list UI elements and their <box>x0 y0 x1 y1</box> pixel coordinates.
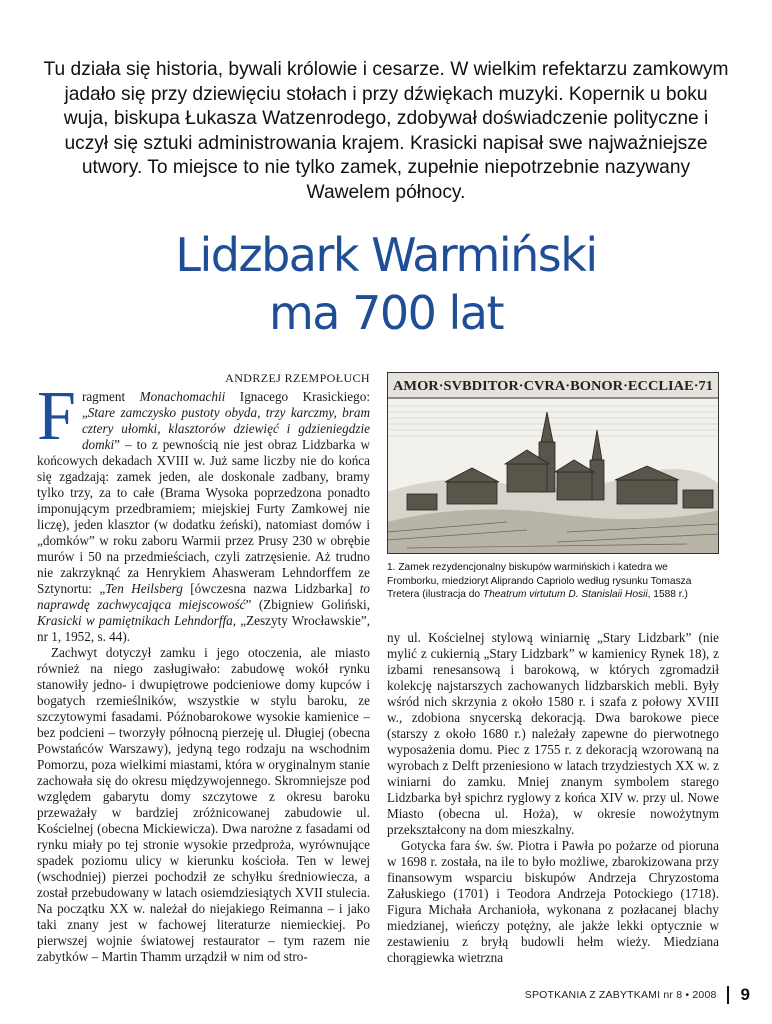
article-title <box>40 226 732 342</box>
lead-paragraph: Tu działa się historia, bywali królowie i cesarze. W wielkim refektarzu zamkowym jadało się przy dziewięciu stołach i przy dźwiękach muzyki. Kopernik u boku wuja, biskupa Łukasza Watzenrodego, zdobywał doświadczenie polityczne i uczył się sztuki administrowania krajem. Krasicki napisał swe najważniejsze utwory. To miejsce to nie tylko zamek, zupełnie niepotrzebnie nazywany Wawelem północy. <box>43 59 729 203</box>
column-right <box>387 630 719 966</box>
page-footer <box>525 983 750 1007</box>
page-number: 9 <box>740 985 750 1004</box>
text-run: ” (Zbigniew Goliński, <box>245 597 370 612</box>
paragraph-2: Zachwyt dotyczył zamku i jego otoczenia, ale miasto również na niego zasługiwało: zabudowę wokół rynku stanowiły jedno- i dwupiętrowe podcieniowe domy kupców i bogatych rzemieślników, wszystkie w stylu baroku, ze szczytowymi fasadami. Późnobarokowe wysokie kamienice – bez podcieni – tworzyły północną pierzeję ul. Długiej (obecna Powstańców Warszawy), jedyną tego rodzaju na wschodnim Pomorzu, poza wielkimi miastami, która w oryginalnym stanie zachowała się do okresu międzywojennego. Skromniejsze pod względem gabarytu domy szczytowe z okresu baroku przeważały w bardziej zróżnicowanej zabudowie ul. Kościelnej (obecna Mickiewicza). Dwa narożne z fasadami od rynku miały po tej stronie wysokie przedproża, wyrównujące spadek poziomu ulicy w kierunku kościoła. Ten w lewej (wschodniej) pierzei pochodził ze schyłku średniowiecza, a został przebudowany w latach osiemdziesiątych XVII stulecia. Na początku XX w. należał do niejakiego Reimanna – i jako taki znany jest w fachowej literaturze niemieckiej. Po pierwszej wojnie światowej restaurator – tym razem nie zabytków – Martin Thamm urządził w nim od stro- <box>37 645 370 964</box>
caption-work-title: Theatrum virtutum D. Stanislaii Hosii <box>482 589 648 600</box>
engraving-image <box>387 372 719 554</box>
text-run: ragment <box>81 389 140 404</box>
figure-caption <box>387 561 719 602</box>
text-run: , „Zeszyty Wrocławskie”, nr 1, 1952, s. 44). <box>37 613 370 644</box>
paragraph-4: Gotycka fara św. św. Piotra i Pawła po pożarze od pioruna w 1698 r. została, na ile to było możliwe, zbarokizowana przy finansowym wsparciu biskupów Andrzeja Chryzostoma Załuskiego (1701) i Teodora Andrzeja Potockiego (1718). Figura Michała Archanioła, wykonana z pozłacanej blachy miedzianej, wieńczy potężny, ale jakże lekki optycznie w zestawieniu z bryłą budowli hełm wieży. Miedziana chorągiewka wietrzna <box>387 838 719 965</box>
author-byline: ANDRZEJ RZEMPOŁUCH <box>225 371 370 385</box>
quote: to naprawdę zachwycająca miejscowość <box>37 581 371 612</box>
caption-text: 1. Zamek rezydencjonalny biskupów warmińskich i katedra we Fromborku, miedzioryt Aliprando Capriolo według rysunku Tomasza Tretera (ilustracja do <box>387 562 692 600</box>
engraving-inscription: AMOR·SVBDITOR·CVRA·BONOR·ECCLIAE·71 <box>393 378 714 393</box>
paragraph-3: ny ul. Kościelnej stylową winiarnię „Stary Lidzbark” (nie mylić z cukiernią „Stary Lidzbark” w kamienicy Rynek 18), z izbami renesansową i barokową, w których zgromadził kolekcję najstarszych zachowanych lidzbarskich mebli. Były wśród nich skrzynia z około 1580 r. i szafa z połowy XVIII w., zdobiona snycerską dekoracją. Dwa barokowe piece (starszy z około 1680 r.) należały zapewne do pierwotnego wyposażenia domu. Piec z 1755 r. z dekoracją wzorowaną na wyrobach z Delft przeniesiono w latach trzydziestych XX w. z winiarni do zamku. Mniej znanym symbolem starego Lidzbarka był spichrz ryglowy z końca XIV w. przy ul. Nowe Miasto (obecna ul. Hoża), w okresie nowożytnym przekształcony na dom mieszkalny. <box>387 630 719 837</box>
column-left <box>37 370 370 965</box>
quote: Stare zamczysko pustoty obyda, trzy karczmy, bram cztery ułomki, klasztorów dziewięć i gdzieniegdzie domki <box>81 405 370 452</box>
quote: Ten Heilsberg <box>105 581 183 596</box>
text-run: Ignacego Krasickiego: „ <box>81 389 370 420</box>
title-line-1: Lidzbark Warmiński <box>175 228 597 282</box>
drop-cap: F <box>37 378 76 455</box>
footer-divider <box>727 986 729 1004</box>
text-run: [ówczesna nazwa Lidzbarka] <box>182 581 360 596</box>
title-line-2: ma 700 lat <box>268 286 504 340</box>
engraving-illustration <box>387 372 719 554</box>
text-run: ” – to z pewnością nie jest obraz Lidzbarka w końcowych dekadach XVIII w. Już same liczby nie do końca się zgadzają: zamek jeden, ale doskonale zadbany, bramy tylko trzy, za to całe (Brama Wysoka poprzedzona ponadto imponującym przedbramiem; miejskiej Furty Zamkowej nie liczę), jeden klasztor (w dodatku żeński), natomiast domów i „domków” w roku zaboru Warmii przez Prusy 230 w obrębie murów i 50 na przedmieściach, czyli zatrzęsienie. Aż trudno nie zakrzyknąć za Henrykiem Ahasweram Lehndorffem ze Sztynortu: „ <box>37 437 370 596</box>
magazine-name: SPOTKANIA Z ZABYTKAMI nr 8 • 2008 <box>524 989 717 1001</box>
work-title: Krasicki w pamiętnikach Lehndorffa <box>37 613 233 628</box>
caption-text: , 1588 r.) <box>647 589 688 600</box>
work-title: Monachomachii <box>139 389 226 404</box>
